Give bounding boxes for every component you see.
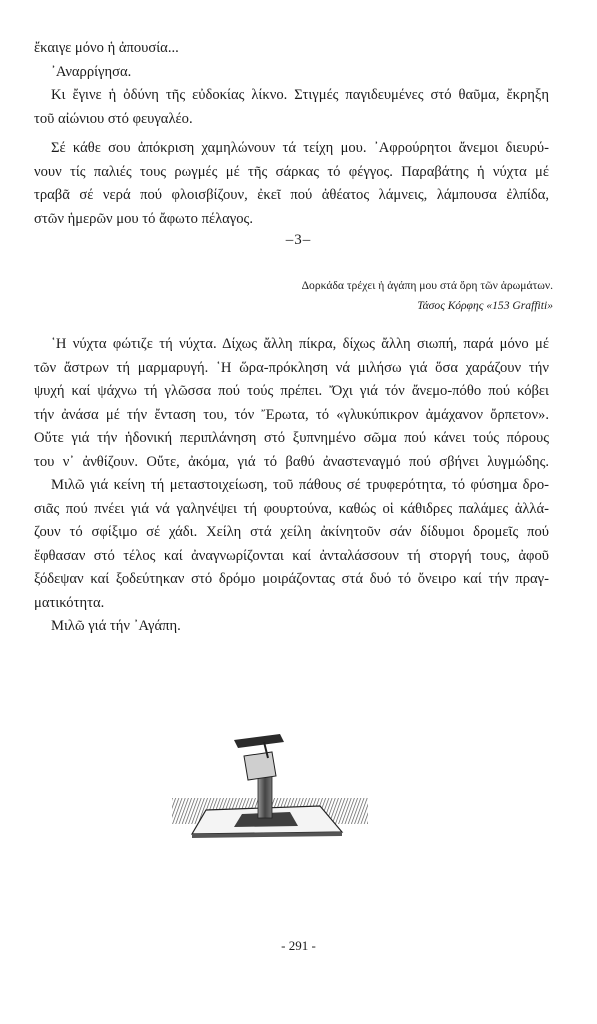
text-line: σιᾶς πού πνέει γιά νά γαληνέψει τή φουρτούνα, καθώς οἱ κάθιδρες παλάμες ἀλλά-	[34, 500, 549, 517]
cap	[234, 734, 284, 748]
sculpture-illustration	[172, 728, 368, 840]
text-line: ψυχή καί ψάχνω τή γλῶσσα πού τούς πρέπει. Ὄχι γιά τόν ἄνεμο-πόθο πού κόβει	[34, 383, 549, 399]
text-line: Οὔτε γιά τήν ἡδονική περιπλάνηση στό ξυπνημένο σῶμα πού κάνει τούς πόρους	[34, 430, 549, 446]
text-line: νουν τίς παλιές τους ρωγμές μέ τῆς σάρκας τό φέγγος. Παραβάτης ἡ νύχτα μέ	[34, 163, 549, 180]
top-block	[244, 752, 276, 780]
text-line: τραβᾶ σέ νερά πού φλοισβίζουν, ἐκεῖ πού ἀθέατος λάμνεις, λάμπουσα ἐλπίδα,	[34, 187, 549, 203]
text-line: Μιλῶ γιά τήν ᾽Αγάπη.	[51, 618, 181, 634]
text-line: Σέ κάθε σου ἀπόκριση χαμηλώνουν τά τείχη μου. ᾽Αφρούρητοι ἄνεμοι διευρύ-	[51, 140, 549, 156]
text-line: ᾽Αναρρίγησα.	[51, 63, 132, 80]
epigraph-quote: Δορκάδα τρέχει ἡ ἀγάπη μου στά ὄρη τῶν ἀρωμάτων.	[301, 279, 553, 292]
text-line: Μιλῶ γιά κείνη τή μεταστοιχείωση, τοῦ πάθους σέ τρυφερότητα, τό φύσημα δρο-	[51, 477, 549, 493]
epigraph-author: Τάσος Κόρφης «153 Graffiti»	[417, 299, 553, 312]
text-line: Κι ἔγινε ἡ ὀδύνη τῆς εὐδοκίας λίκνο. Στιγμές παγιδευμένες στό θαῦμα, ἔκρηξη	[51, 87, 549, 103]
section-2-text	[34, 333, 549, 639]
text-line: ζουν τό σφίξιμο σέ χάδι. Χείλη στά χείλη ἀκίνητοῦν σάν δίδυμοι δρομεῖς πού	[34, 524, 549, 540]
section-number: –3–	[285, 232, 312, 248]
text-line: ἔκαιγε μόνο ἡ ἀπουσία...	[34, 40, 179, 56]
page-number: - 291 -	[281, 938, 316, 953]
text-line: ἔφθασαν στό τέλος καί ἀναγνωρίζονται καί ἀνταλάσσουν τή στοργή τους, ἀφοῦ	[34, 547, 549, 564]
epigraph	[302, 276, 553, 316]
text-line: ῾Η νύχτα φώτιζε τή νύχτα. Δίχως ἄλλη πίκρα, δίχως ἄλλη σιωπή, παρά μόνο μέ	[51, 336, 549, 352]
text-line: τήν ἀνάσα μέ τήν ἔνταση του, τόν Ἔρωτα, τό «γλυκύπικρον ἀμάχανον ὄρπετον».	[34, 406, 549, 423]
text-line: του ν᾽ ἀνθίζουν. Οὔτε, ἀκόμα, γιά τό βαθύ ἀναστεναγμό πού σβήνει λυγμώδης.	[34, 453, 549, 470]
text-line: ξόδεψαν καί ξοδεύτηκαν στό δρόμο μοιράζοντας στά δυό τό ὄνειρο καί τήν πραγ-	[34, 571, 549, 587]
text-line: στῶν ἡμερῶν μου τό ἄφωτο πέλαγος.	[34, 210, 253, 227]
text-line: ματικότητα.	[34, 594, 105, 611]
section-1-text	[34, 37, 549, 231]
text-line: τοῦ αἰώνιου στό φευγαλέο.	[34, 110, 193, 127]
text-line: τῶν ἄστρων τή μαρμαρυγή. ῾Η ὥρα-πρόκληση νά μιλήσω γιά ὅσα χαράζουν τήν	[34, 359, 549, 376]
